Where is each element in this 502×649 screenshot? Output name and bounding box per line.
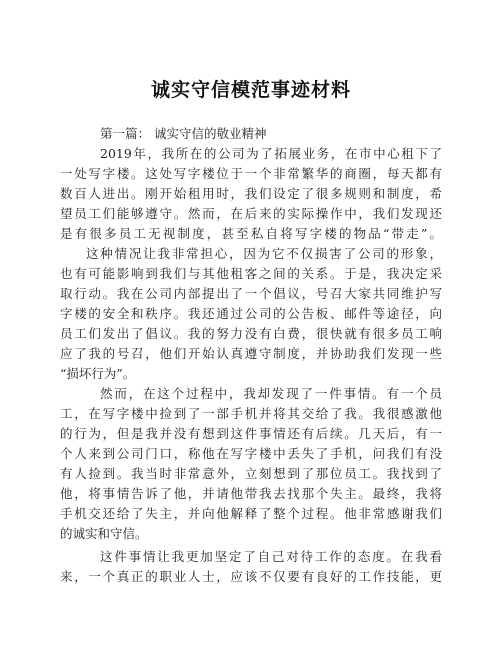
paragraph-line: 取行动。我在公司内部提出了一个倡议，号召大家共同维护写: [60, 286, 442, 301]
paragraph-line: 望员工们能够遵守。然而，在后来的实际操作中，我们发现还: [60, 206, 442, 221]
paragraph-line: 工，在写字楼中捡到了一部手机并将其交给了我。我很感激他: [60, 406, 442, 421]
paragraph-line: 也有可能影响到我们与其他租客之间的关系。于是，我决定采: [60, 266, 442, 281]
paragraph-line: 2019年，我所在的公司为了拓展业务，在市中心租下了: [100, 146, 442, 161]
paragraph-line: 的诚实和守信。: [60, 526, 148, 541]
paragraph-line: 应了我的号召，他们开始认真遵守制度，并协助我们发现一些: [60, 346, 442, 361]
paragraph-line: 来，一个真正的职业人士，应该不仅要有良好的工作技能，更: [60, 569, 442, 584]
document-title: 诚实守信模范事迹材料: [150, 79, 351, 101]
paragraph-line: 字楼的安全和秩序。我还通过公司的公告板、邮件等途径，向: [60, 306, 442, 321]
paragraph-line: 手机交还给了失主，并向他解释了整个过程。他非常感谢我们: [60, 506, 442, 521]
paragraph-line: 个人来到公司门口，称他在写字楼中丢失了手机，问我们有没: [60, 446, 442, 461]
paragraph-line: 数百人进出。刚开始租用时，我们设定了很多规则和制度，希: [60, 186, 442, 201]
paragraph-line: 他，将事情告诉了他，并请他带我去找那个失主。最终，我将: [60, 486, 442, 501]
paragraph-line: 是有很多员工无视制度，甚至私自将写字楼的物品“带走”。: [60, 226, 442, 241]
paragraph-line: 员工们发出了倡议。我的努力没有白费，很快就有很多员工响: [60, 326, 442, 341]
paragraph-line: 这件事情让我更加坚定了自己对待工作的态度。在我看: [100, 549, 442, 564]
paragraph-line: 然而，在这个过程中，我却发现了一件事情。有一个员: [100, 386, 442, 401]
section-heading: 第一篇： 诚实守信的敬业精神: [100, 126, 267, 141]
paragraph-line: 有人捡到。我当时非常意外，立刻想到了那位员工。我找到了: [60, 466, 442, 481]
paragraph-line: “损坏行为”。: [60, 366, 136, 381]
paragraph-line: 这种情况让我非常担心，因为它不仅损害了公司的形象，: [86, 246, 442, 261]
paragraph-line: 的行为，但是我并没有想到这件事情还有后续。几天后，有一: [60, 426, 442, 441]
paragraph-line: 一处写字楼。这处写字楼位于一个非常繁华的商圈，每天都有: [60, 166, 442, 181]
